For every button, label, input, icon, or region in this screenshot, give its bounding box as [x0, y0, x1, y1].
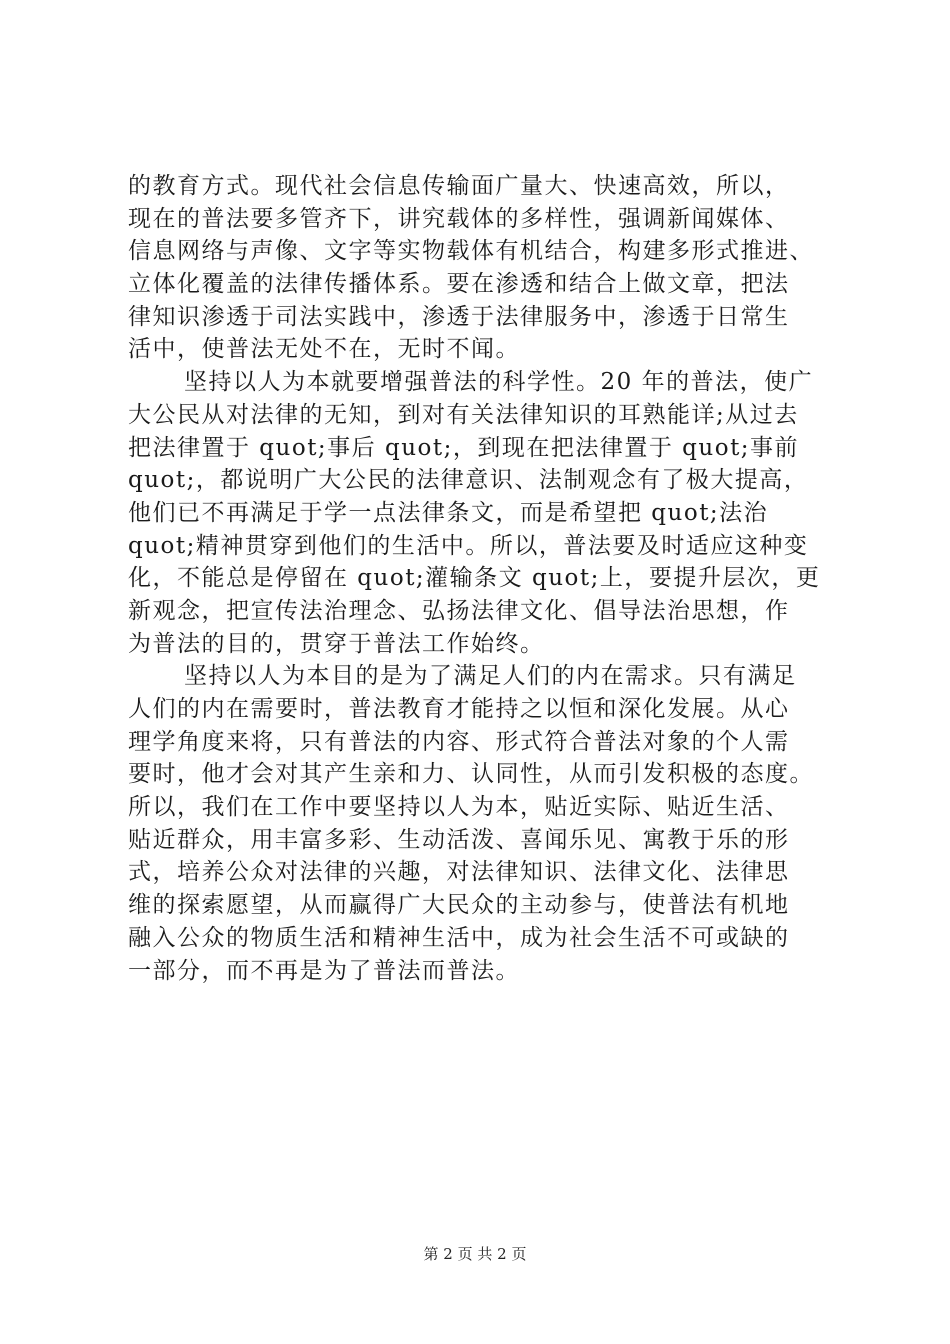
text-line: 律知识渗透于司法实践中，渗透于法律服务中，渗透于日常生: [128, 303, 790, 330]
text-line: 融入公众的物质生活和精神生活中，成为社会生活不可或缺的: [128, 924, 790, 951]
text-line: 为普法的目的，贯穿于普法工作始终。: [128, 630, 545, 657]
text-line: 他们已不再满足于学一点法律条文，而是希望把 quot;法治: [128, 499, 769, 526]
text-line: 要时，他才会对其产生亲和力、认同性，从而引发积极的态度。: [128, 761, 814, 788]
text-line: 所以，我们在工作中要坚持以人为本，贴近实际、贴近生活、: [128, 794, 790, 821]
text-line: 新观念，把宣传法治理念、弘扬法律文化、倡导法治思想，作: [128, 597, 790, 624]
text-line: 把法律置于 quot;事后 quot;，到现在把法律置于 quot;事前: [128, 434, 800, 461]
page-number-footer: 第 2 页 共 2 页: [423, 1245, 527, 1263]
text-line: 大公民从对法律的无知，到对有关法律知识的耳熟能详;从过去: [128, 401, 799, 428]
text-line: 现在的普法要多管齐下，讲究载体的多样性，强调新闻媒体、: [128, 205, 790, 232]
text-line: 活中，使普法无处不在，无时不闻。: [128, 336, 520, 363]
text-line: quot;精神贯穿到他们的生活中。所以，普法要及时适应这种变: [128, 532, 809, 559]
text-line: 化，不能总是停留在 quot;灌输条文 quot;上，要提升层次，更: [128, 565, 821, 592]
paragraph-first-line: 坚持以人为本目的是为了满足人们的内在需求。只有满足: [184, 663, 797, 690]
text-line: 一部分，而不再是为了普法而普法。: [128, 957, 520, 984]
body-text: [128, 170, 828, 987]
text-line: 立体化覆盖的法律传播体系。要在渗透和结合上做文章，把法: [128, 271, 790, 298]
text-line: 式，培养公众对法律的兴趣，对法律知识、法律文化、法律思: [128, 859, 790, 886]
text-line: 理学角度来将，只有普法的内容、形式符合普法对象的个人需: [128, 728, 790, 755]
text-line: 信息网络与声像、文字等实物载体有机结合，构建多形式推进、: [128, 238, 814, 265]
paragraph-first-line: 坚持以人为本就要增强普法的科学性。20 年的普法，使广: [184, 369, 814, 396]
text-line: 的教育方式。现代社会信息传输面广量大、快速高效，所以，: [128, 173, 790, 199]
text-line: 人们的内在需要时，普法教育才能持之以恒和深化发展。从心: [128, 696, 790, 722]
text-line: 维的探索愿望，从而赢得广大民众的主动参与，使普法有机地: [128, 892, 790, 919]
text-line: 贴近群众，用丰富多彩、生动活泼、喜闻乐见、寓教于乐的形: [128, 826, 790, 853]
text-line: quot;，都说明广大公民的法律意识、法制观念有了极大提高，: [128, 467, 809, 494]
